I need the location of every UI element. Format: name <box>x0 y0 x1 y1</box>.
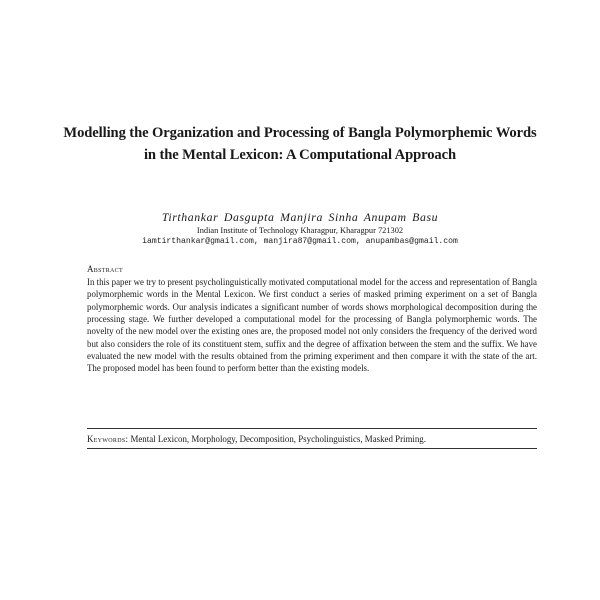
keywords-bottom-rule <box>87 448 537 449</box>
abstract-text: In this paper we try to present psycholinguistically motivated computational model for the access and representation of Bangla polymorphemic words in the Mental Lexicon. We first conduct a series of masked priming experiment on a set of Bangla polymorphemic words. Our analysis indicates a significant number of words shows morphological decomposition during the processing stage. We further developed a computational model for the processing of Bangla polymorphemic words. The novelty of the new model over the existing ones are, the proposed model not only considers the frequency of the derived word but also considers the role of its constituent stem, suffix and the degree of affixation between the stem and the suffix. We have evaluated the new model with the results obtained from the priming experiment and then compare it with the state of the art. The proposed model has been found to perform better than the existing models. <box>87 277 537 374</box>
author-emails: iamtirthankar@gmail.com, manjira87@gmail.com, anupambas@gmail.com <box>142 237 458 246</box>
paper-title: Modelling the Organization and Processing of Bangla Polymorphemic Words in the Mental Lexicon: A Computational Approach <box>63 125 537 163</box>
keywords-text: Mental Lexicon, Morphology, Decomposition, Psycholinguistics, Masked Priming. <box>130 434 426 444</box>
author-affiliation: Indian Institute of Technology Kharagpur, Kharagpur 721302 <box>196 226 404 235</box>
keywords-line <box>87 434 547 445</box>
keywords-label: Keywords: <box>87 434 129 444</box>
author-list: Tirthankar Dasgupta Manjira Sinha Anupam Basu <box>161 210 439 224</box>
keywords-top-rule <box>87 428 537 429</box>
abstract-heading: Abstract <box>87 264 123 274</box>
